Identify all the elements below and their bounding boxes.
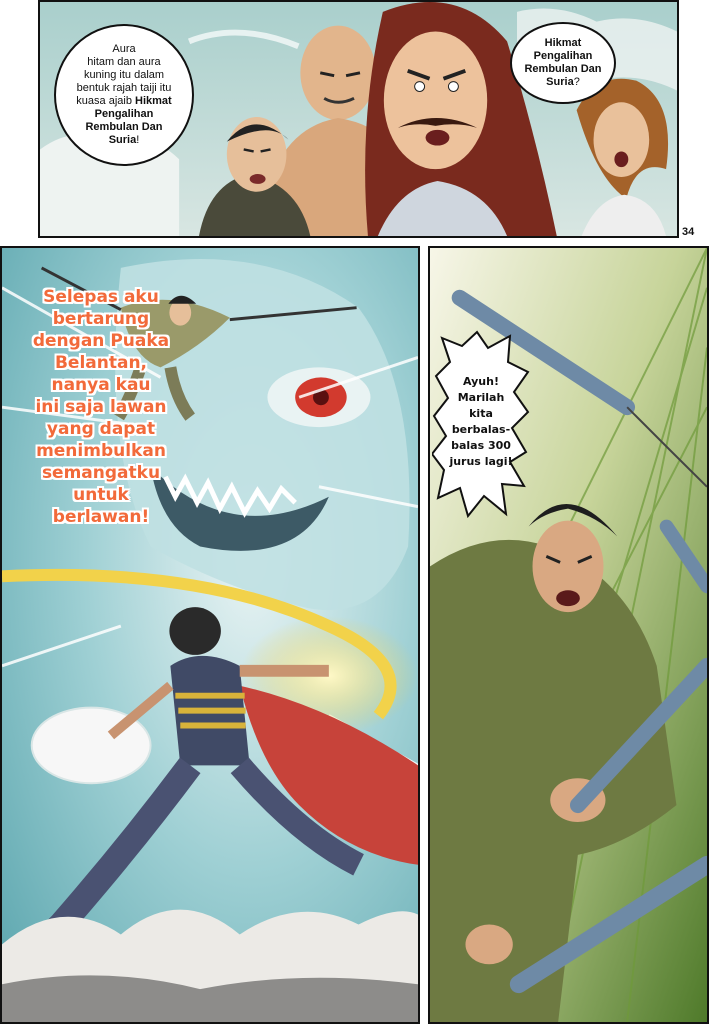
caption-line: Selepas aku: [43, 287, 159, 307]
shout-line: jurus lagi!: [449, 455, 513, 468]
caption-line: dengan Puaka: [32, 331, 170, 351]
bubble-right-bold-line: Rembulan Dan: [524, 63, 602, 75]
bubble-left-line: kuning itu dalam: [83, 69, 165, 81]
shout-line: kita: [469, 407, 493, 420]
bubble-left-line: hitam dan aura: [87, 56, 161, 68]
bubble-left-end: !: [136, 134, 140, 146]
bubble-right-bold-line: Hikmat: [544, 37, 582, 49]
shout-line: Ayuh!: [463, 375, 499, 388]
speech-bubble-right: [510, 22, 616, 104]
bubble-left-line: Aura: [112, 43, 136, 55]
bubble-right-bold-line: Suria: [546, 76, 574, 88]
bubble-left-bold-line: Rembulan Dan: [85, 121, 163, 133]
caption-line: untuk: [73, 485, 129, 505]
panel-top: [38, 0, 679, 238]
caption-line: semangatku: [41, 463, 161, 483]
bubble-left-bold-line: Pengalihan: [94, 108, 154, 120]
page-number: 34: [682, 226, 695, 238]
bubble-left-bold-line: Hikmat: [135, 95, 172, 107]
caption-line: menimbulkan: [36, 441, 166, 461]
speech-bubble-left: [54, 24, 194, 166]
bubble-left-line: bentuk rajah taiji itu: [76, 82, 172, 94]
caption-line: nanya kau: [51, 375, 151, 395]
caption-line: berlawan!: [52, 507, 150, 527]
shout-line: balas 300: [451, 439, 511, 452]
bubble-left-bold-line: Suria: [108, 134, 137, 146]
caption-line: yang dapat: [46, 419, 156, 439]
bubble-right-bold-line: Pengalihan: [533, 50, 593, 62]
shout-line: berbalas-: [451, 423, 511, 436]
caption-line: bertarung: [52, 309, 150, 329]
shout-bubble: [432, 328, 530, 518]
panel-left: [0, 246, 420, 1024]
shout-line: Marilah: [457, 391, 505, 404]
panel-right: [428, 246, 709, 1024]
bubble-right-end: ?: [573, 76, 580, 88]
bubble-left-line: kuasa ajaib: [76, 95, 132, 107]
narration-caption: [10, 286, 192, 528]
caption-line: Belantan,: [54, 353, 148, 373]
caption-line: ini saja lawan: [35, 397, 167, 417]
